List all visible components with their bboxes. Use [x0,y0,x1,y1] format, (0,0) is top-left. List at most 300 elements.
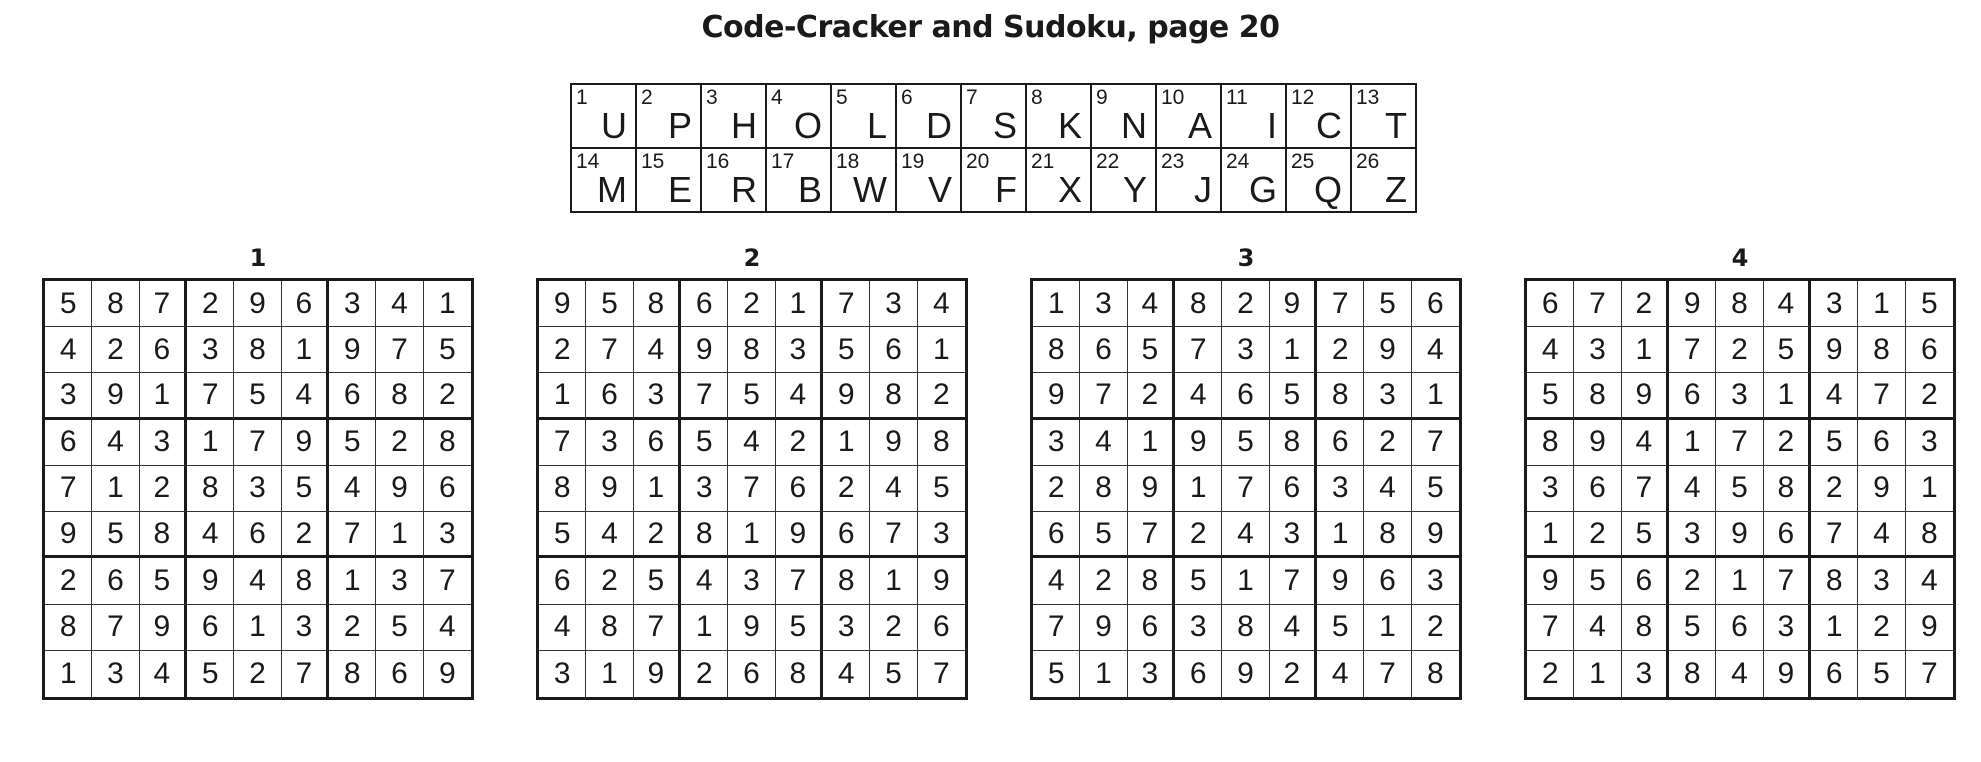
sudoku-cell: 9 [1764,651,1811,697]
key-letter: J [1194,169,1212,210]
sudoku-cell: 1 [681,605,728,651]
sudoku-cell: 3 [1858,558,1905,604]
sudoku-cell: 9 [586,466,633,512]
sudoku-cell: 8 [1270,420,1317,466]
key-letter: Q [1313,169,1342,210]
sudoku-cell: 4 [234,558,281,604]
sudoku-cell: 9 [1858,466,1905,512]
sudoku-cell: 1 [728,512,775,558]
key-letter: B [797,169,822,210]
sudoku-cell: 6 [376,651,423,697]
sudoku-cell: 2 [1033,466,1080,512]
key-number: 10 [1161,86,1185,109]
key-cell [1352,149,1417,213]
sudoku-cell: 6 [1270,466,1317,512]
sudoku-cell: 5 [823,327,870,373]
sudoku-cell: 1 [1364,605,1411,651]
sudoku-cell: 6 [539,558,586,604]
key-number: 19 [901,150,925,173]
sudoku-cell: 3 [681,466,728,512]
sudoku-cell: 5 [1858,651,1905,697]
sudoku-cell: 3 [1364,373,1411,419]
sudoku-cell: 2 [1128,373,1175,419]
sudoku-cell: 1 [1669,420,1716,466]
key-letter: A [1187,105,1212,146]
sudoku-cell: 4 [823,651,870,697]
key-number: 16 [706,150,730,173]
sudoku-cell: 3 [1033,420,1080,466]
sudoku-cell: 3 [92,651,139,697]
sudoku-cell: 4 [1858,512,1905,558]
sudoku-cell: 4 [92,420,139,466]
key-letter: L [866,105,887,146]
sudoku-cell: 4 [1811,373,1858,419]
sudoku-cell: 2 [1622,281,1669,327]
sudoku-cell: 1 [1175,466,1222,512]
key-number: 26 [1356,150,1380,173]
sudoku-cell: 1 [1412,373,1459,419]
sudoku-cell: 5 [1128,327,1175,373]
key-number: 3 [706,86,718,109]
sudoku-cell: 2 [634,512,681,558]
sudoku-cell: 6 [1622,558,1669,604]
key-number: 17 [771,150,795,173]
sudoku-cell: 9 [1364,327,1411,373]
sudoku-cell: 2 [282,512,329,558]
sudoku-cell: 3 [1669,512,1716,558]
sudoku-cell: 8 [1906,512,1953,558]
sudoku-cell: 5 [1175,558,1222,604]
sudoku-cell: 1 [634,466,681,512]
sudoku-cell: 8 [1317,373,1364,419]
sudoku-cell: 4 [1317,651,1364,697]
sudoku-cell: 2 [45,558,92,604]
sudoku-cell: 1 [539,373,586,419]
sudoku-cell: 9 [728,605,775,651]
sudoku-cell: 5 [1574,558,1621,604]
sudoku-cell: 6 [92,558,139,604]
key-cell [1027,85,1092,149]
sudoku-cell: 7 [140,281,187,327]
sudoku-cell: 7 [823,281,870,327]
key-cell [1352,85,1417,149]
sudoku-cell: 1 [1716,558,1763,604]
sudoku-cell: 4 [140,651,187,697]
sudoku-cell: 3 [1811,281,1858,327]
sudoku-cell: 8 [1622,605,1669,651]
key-number: 9 [1096,86,1108,109]
sudoku-cell: 5 [776,605,823,651]
sudoku-cell: 7 [1364,651,1411,697]
sudoku-cell: 2 [1270,651,1317,697]
sudoku-cell: 9 [776,512,823,558]
sudoku-cell: 3 [1270,512,1317,558]
sudoku-1 [42,244,474,700]
sudoku-cell: 6 [1033,512,1080,558]
key-number: 13 [1356,86,1380,109]
sudoku-cell: 9 [681,327,728,373]
sudoku-cell: 4 [1175,373,1222,419]
sudoku-cell: 1 [1527,512,1574,558]
sudoku-cell: 9 [282,420,329,466]
sudoku-cell: 4 [1906,558,1953,604]
sudoku-cell: 1 [424,281,471,327]
sudoku-cell: 2 [1412,605,1459,651]
key-letter: N [1121,105,1147,146]
sudoku-cell: 2 [776,420,823,466]
sudoku-cell: 8 [586,605,633,651]
sudoku-cell: 9 [45,512,92,558]
sudoku-cell: 5 [539,512,586,558]
sudoku-cell: 4 [1622,420,1669,466]
sudoku-cell: 2 [424,373,471,419]
sudoku-cell: 7 [539,420,586,466]
sudoku-cell: 2 [1764,420,1811,466]
sudoku-cell: 7 [1764,558,1811,604]
sudoku-cell: 4 [424,605,471,651]
sudoku-label: 3 [1237,244,1255,272]
sudoku-cell: 5 [586,281,633,327]
sudoku-cell: 6 [1175,651,1222,697]
sudoku-cell: 2 [586,558,633,604]
key-cell [1092,85,1157,149]
sudoku-cell: 1 [1080,651,1127,697]
sudoku-cell: 3 [586,420,633,466]
sudoku-cell: 4 [1364,466,1411,512]
sudoku-cell: 4 [870,466,917,512]
sudoku-cell: 6 [424,466,471,512]
sudoku-cell: 8 [45,605,92,651]
key-number: 24 [1226,150,1250,173]
sudoku-cell: 1 [187,420,234,466]
sudoku-cell: 3 [282,605,329,651]
sudoku-cell: 3 [1527,466,1574,512]
sudoku-cell: 7 [282,651,329,697]
sudoku-cell: 8 [634,281,681,327]
sudoku-cell: 9 [92,373,139,419]
sudoku-cell: 7 [1175,327,1222,373]
key-letter: D [926,105,952,146]
sudoku-cell: 9 [438,656,456,690]
key-letter: F [995,169,1017,210]
sudoku-cell: 8 [1716,281,1763,327]
sudoku-cell: 8 [728,327,775,373]
sudoku-cell: 8 [1222,605,1269,651]
sudoku-cell: 3 [234,466,281,512]
sudoku-cell: 7 [45,466,92,512]
sudoku-cell: 5 [234,373,281,419]
key-number: 18 [836,150,860,173]
sudoku-label: 4 [1731,244,1749,272]
sudoku-cell: 8 [1527,420,1574,466]
key-cell [1157,85,1222,149]
sudoku-cell: 6 [140,327,187,373]
sudoku-cell: 4 [1669,466,1716,512]
sudoku-cell: 2 [1527,651,1574,697]
sudoku-cell: 2 [1222,281,1269,327]
sudoku-cell: 3 [776,327,823,373]
sudoku-cell: 8 [1080,466,1127,512]
sudoku-cell: 1 [329,558,376,604]
sudoku-grid [1030,278,1462,700]
sudoku-cell: 8 [424,420,471,466]
sudoku-cell: 2 [1364,420,1411,466]
sudoku-cell: 4 [1222,512,1269,558]
key-cell [1287,85,1352,149]
sudoku-cell: 9 [1716,512,1763,558]
sudoku-cell: 3 [728,558,775,604]
sudoku-cell: 8 [870,373,917,419]
key-cell [702,85,767,149]
sudoku-cell: 2 [234,651,281,697]
sudoku-cell: 3 [1080,281,1127,327]
sudoku-cell: 8 [1426,656,1444,690]
sudoku-cell: 6 [1317,420,1364,466]
sudoku-cell: 2 [187,281,234,327]
sudoku-cell: 7 [1811,512,1858,558]
sudoku-cell: 6 [1574,466,1621,512]
sudoku-cell: 8 [539,466,586,512]
sudoku-cell: 6 [1811,651,1858,697]
key-cell [1287,149,1352,213]
sudoku-cell: 8 [1175,281,1222,327]
key-cell [962,149,1027,213]
sudoku-cell: 8 [1764,466,1811,512]
sudoku-cell: 4 [1128,281,1175,327]
sudoku-cell: 3 [140,420,187,466]
sudoku-cell: 2 [1574,512,1621,558]
sudoku-cell: 4 [776,373,823,419]
sudoku-cell: 1 [1317,512,1364,558]
sudoku-cell: 2 [1175,512,1222,558]
sudoku-cell: 8 [1811,558,1858,604]
sudoku-cell: 7 [1033,605,1080,651]
key-letter: S [992,105,1017,146]
sudoku-cell: 8 [1033,327,1080,373]
sudoku-cell: 1 [376,512,423,558]
key-number: 2 [641,86,653,109]
sudoku-cell: 4 [329,466,376,512]
sudoku-cell: 1 [234,605,281,651]
key-number: 23 [1161,150,1185,173]
sudoku-cell: 5 [1527,373,1574,419]
sudoku-cell: 9 [1412,512,1459,558]
sudoku-cell: 9 [1811,327,1858,373]
sudoku-cell: 4 [918,281,965,327]
sudoku-cell: 7 [1622,466,1669,512]
sudoku-cell: 7 [1574,281,1621,327]
sudoku-cell: 5 [1906,281,1953,327]
sudoku-cell: 1 [1222,558,1269,604]
sudoku-cell: 6 [1412,281,1459,327]
sudoku-cell: 3 [918,512,965,558]
sudoku-cell: 1 [918,327,965,373]
sudoku-cell: 6 [1080,327,1127,373]
key-cell [637,85,702,149]
sudoku-cell: 5 [1222,420,1269,466]
key-letter: X [1057,169,1082,210]
sudoku-cell: 6 [918,605,965,651]
page-title: Code-Cracker and Sudoku, page 20 [701,10,1280,45]
sudoku-cell: 9 [1906,605,1953,651]
sudoku-cell: 3 [634,373,681,419]
sudoku-cell: 8 [1128,558,1175,604]
sudoku-cell: 5 [45,281,92,327]
key-cell [897,85,962,149]
sudoku-cell: 6 [45,420,92,466]
sudoku-cell: 1 [45,651,92,697]
sudoku-cell: 5 [634,558,681,604]
sudoku-cell: 6 [187,605,234,651]
sudoku-cell: 3 [45,373,92,419]
sudoku-cell: 3 [823,605,870,651]
sudoku-cell: 7 [234,420,281,466]
key-number: 7 [966,86,978,109]
sudoku-cell: 2 [1317,327,1364,373]
sudoku-cell: 1 [870,558,917,604]
key-letter: G [1248,169,1277,210]
key-number: 25 [1291,150,1315,173]
sudoku-cell: 5 [282,466,329,512]
sudoku-cell: 2 [1811,466,1858,512]
sudoku-cell: 4 [1270,605,1317,651]
sudoku-cell: 8 [376,373,423,419]
sudoku-cell: 7 [1527,605,1574,651]
sudoku-cell: 1 [282,327,329,373]
sudoku-cell: 9 [1033,373,1080,419]
key-letter: O [793,105,822,146]
sudoku-cell: 2 [1669,558,1716,604]
sudoku-cell: 7 [1669,327,1716,373]
sudoku-cell: 9 [187,558,234,604]
key-letter: R [731,169,757,210]
sudoku-cell: 5 [1270,373,1317,419]
sudoku-cell: 9 [1128,466,1175,512]
sudoku-cell: 8 [823,558,870,604]
sudoku-cell: 4 [539,605,586,651]
sudoku-cell: 3 [1764,605,1811,651]
sudoku-cell: 2 [1906,373,1953,419]
sudoku-cell: 5 [1412,466,1459,512]
sudoku-cell: 7 [1716,420,1763,466]
sudoku-cell: 1 [1764,373,1811,419]
sudoku-cell: 8 [92,281,139,327]
sudoku-cell: 8 [681,512,728,558]
sudoku-cell: 3 [1222,327,1269,373]
sudoku-cell: 3 [1175,605,1222,651]
sudoku-cell: 4 [634,327,681,373]
sudoku-cell: 6 [282,281,329,327]
key-letter: V [927,169,952,210]
key-cell [832,85,897,149]
sudoku-cell: 5 [870,651,917,697]
sudoku-cell: 2 [1716,327,1763,373]
sudoku-cell: 9 [1574,420,1621,466]
sudoku-cell: 5 [424,327,471,373]
key-cell [1027,149,1092,213]
sudoku-cell: 9 [1527,558,1574,604]
sudoku-cell: 1 [1574,651,1621,697]
key-cell [767,85,832,149]
sudoku-cell: 7 [1270,558,1317,604]
sudoku-cell: 9 [234,281,281,327]
sudoku-cell: 8 [140,512,187,558]
sudoku-cell: 9 [1669,281,1716,327]
sudoku-cell: 5 [376,605,423,651]
sudoku-cell: 5 [140,558,187,604]
key-number: 8 [1031,86,1043,109]
sudoku-cell: 6 [1669,373,1716,419]
sudoku-cell: 1 [92,466,139,512]
sudoku-cell: 6 [586,373,633,419]
sudoku-cell: 2 [376,420,423,466]
sudoku-cell: 4 [1080,420,1127,466]
sudoku-cell: 3 [1412,558,1459,604]
sudoku-3 [1030,244,1462,700]
key-number: 21 [1031,150,1055,173]
sudoku-cell: 4 [376,281,423,327]
sudoku-cell: 2 [918,373,965,419]
sudoku-grid [536,278,968,700]
sudoku-cell: 3 [329,281,376,327]
sudoku-cell: 7 [586,327,633,373]
sudoku-grid [1524,278,1956,700]
key-letter: U [601,105,627,146]
sudoku-cell: 9 [870,420,917,466]
sudoku-cell: 3 [1906,420,1953,466]
sudoku-cell: 7 [728,466,775,512]
sudoku-cell: 5 [1033,651,1080,697]
sudoku-cell: 2 [329,605,376,651]
key-number: 11 [1226,86,1248,109]
key-cell [1157,149,1222,213]
sudoku-cell: 8 [329,651,376,697]
sudoku-cell: 4 [1764,281,1811,327]
sudoku-cell: 4 [586,512,633,558]
key-letter: K [1057,105,1082,146]
sudoku-cell: 8 [1574,373,1621,419]
sudoku-cell: 3 [1317,466,1364,512]
sudoku-cell: 7 [1920,656,1938,690]
sudoku-cell: 2 [1858,605,1905,651]
sudoku-cell: 7 [92,605,139,651]
sudoku-cell: 6 [1128,605,1175,651]
sudoku-cell: 2 [823,466,870,512]
key-number: 1 [576,86,588,109]
sudoku-cell: 8 [918,420,965,466]
key-number: 14 [576,150,600,173]
sudoku-cell: 5 [92,512,139,558]
sudoku-cell: 7 [1128,512,1175,558]
sudoku-cell: 4 [1033,558,1080,604]
sudoku-grid [42,278,474,700]
sudoku-cell: 1 [1033,281,1080,327]
sudoku-cell: 4 [282,373,329,419]
sudoku-cell: 6 [1364,558,1411,604]
sudoku-cell: 1 [1270,327,1317,373]
key-letter: Y [1122,169,1147,210]
sudoku-cell: 1 [1128,420,1175,466]
sudoku-cell: 7 [1412,420,1459,466]
sudoku-cell: 7 [870,512,917,558]
sudoku-cell: 6 [1222,373,1269,419]
sudoku-cell: 2 [870,605,917,651]
sudoku-cell: 6 [1716,605,1763,651]
sudoku-cell: 1 [823,420,870,466]
sudoku-cell: 3 [1128,651,1175,697]
key-cell [1222,85,1287,149]
sudoku-cell: 7 [376,327,423,373]
